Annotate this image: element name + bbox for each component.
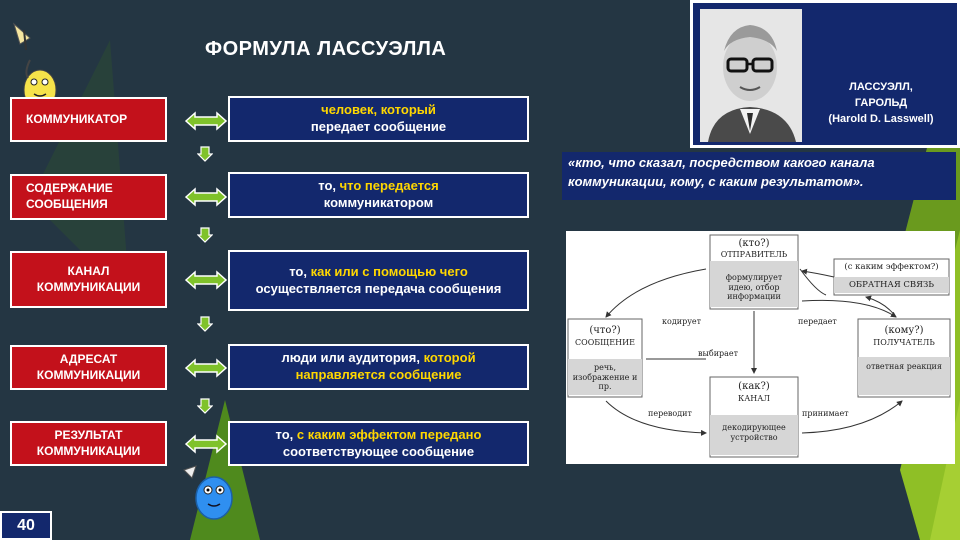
channel-action: декодирующее устройство — [722, 423, 786, 442]
desc-highlight: что передается — [339, 178, 439, 194]
label-box-communicator — [10, 97, 167, 142]
person-caption — [806, 80, 956, 128]
page-number: 40 — [0, 511, 52, 540]
desc-box-result — [228, 421, 529, 466]
desc-text: соответствующее сообщение — [282, 443, 475, 459]
desc-highlight: с каким эффектом передано — [296, 426, 482, 442]
person-name-line2: ГАРОЛЬД — [854, 96, 908, 109]
desc-box-content — [228, 172, 529, 218]
encodes-label: кодирует — [662, 317, 702, 326]
double-arrow-icon — [185, 434, 227, 454]
portrait-photo — [700, 9, 802, 142]
double-arrow-icon — [185, 111, 227, 131]
feedback-label: ОБРАТНАЯ СВЯЗЬ — [848, 280, 935, 290]
desc-highlight: человек, который — [321, 102, 436, 118]
desc-text: коммуникатором — [323, 195, 434, 210]
communication-diagram — [566, 231, 955, 464]
double-arrow-icon — [185, 187, 227, 207]
desc-box-recipient — [228, 344, 529, 390]
transmits-label: передает — [798, 317, 837, 326]
label-text: РЕЗУЛЬТАТ КОММУНИКАЦИИ — [36, 427, 141, 458]
desc-box-communicator — [228, 96, 529, 142]
desc-text: передает сообщение — [310, 119, 447, 134]
message-label: СООБЩЕНИЕ — [575, 338, 635, 347]
label-box-recipient — [10, 345, 167, 390]
receiver-question: (кому?) — [884, 325, 924, 336]
label-box-content — [10, 174, 167, 220]
sender-label: ОТПРАВИТЕЛЬ — [720, 250, 788, 259]
effect-question: (с каким эффектом?) — [844, 262, 939, 272]
desc-text: люди или аудитория, — [281, 350, 424, 366]
desc-text: то, — [318, 178, 340, 194]
message-form: речь, изображение и пр. — [572, 363, 638, 392]
converts-label: переводит — [648, 409, 692, 418]
double-arrow-icon — [185, 270, 227, 290]
diagram-labels — [566, 231, 955, 464]
receives-label: принимает — [802, 409, 849, 418]
message-question: (что?) — [589, 325, 621, 336]
quote-box: «кто, что сказал, посредством какого канала коммуникации, кому, с каким результатом». — [562, 152, 956, 200]
channel-label: КАНАЛ — [738, 394, 770, 403]
desc-highlight: как или с помощью чего — [310, 263, 468, 279]
desc-text: то, — [289, 263, 311, 279]
sender-action: формулирует идею, отбор информации — [725, 273, 783, 302]
slide-title: ФОРМУЛА ЛАССУЭЛЛА — [205, 38, 447, 60]
label-box-channel — [10, 251, 167, 308]
desc-text: то, — [275, 426, 297, 442]
channel-question: (как?) — [738, 381, 770, 392]
down-arrow-icon — [197, 316, 213, 332]
down-arrow-icon — [197, 227, 213, 243]
label-text: КАНАЛ КОММУНИКАЦИИ — [36, 263, 141, 294]
label-box-result — [10, 421, 167, 466]
double-arrow-icon — [185, 358, 227, 378]
label-text: КОММУНИКАТОР — [26, 111, 128, 126]
desc-text: осуществляется передача сообщения — [255, 280, 502, 296]
person-name-line1: ЛАССУЭЛЛ, — [849, 81, 913, 93]
label-text: АДРЕСАТ КОММУНИКАЦИИ — [36, 351, 141, 382]
label-text: СОДЕРЖАНИЕ СООБЩЕНИЯ — [26, 181, 113, 211]
down-arrow-icon — [197, 146, 213, 162]
sender-question: (кто?) — [738, 238, 770, 249]
desc-highlight: которой направляется сообщение — [295, 350, 476, 382]
down-arrow-icon — [197, 398, 213, 414]
person-name-en: (Harold D. Lasswell) — [828, 112, 934, 125]
desc-box-channel — [228, 250, 529, 311]
chooses-label: выбирает — [698, 349, 739, 358]
cartoon-character-icon — [182, 462, 238, 522]
receiver-label: ПОЛУЧАТЕЛЬ — [873, 338, 935, 347]
receiver-action: ответная реакция — [866, 362, 942, 371]
